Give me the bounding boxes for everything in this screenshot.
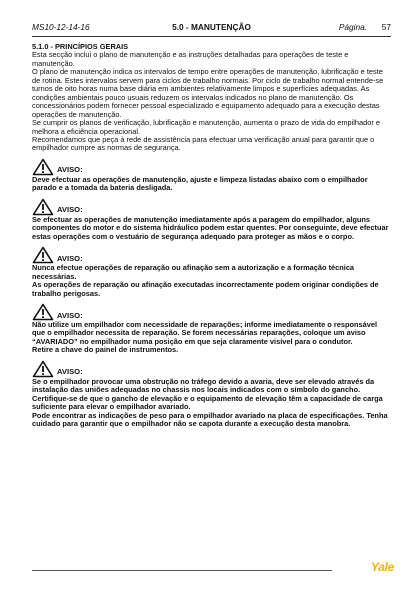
page-label: Página. (338, 22, 367, 32)
warning-heading (32, 197, 391, 216)
doc-code: MS10-12-14-16 (32, 22, 90, 32)
warning-block (32, 245, 391, 298)
section-paragraph: O plano de manutenção indica os intervalos de tempo entre operações de manutenção, lubrificação e teste de rotina. Estes intervalos servem para ciclos de trabalho normais. Por ciclo de trabalho normal entende-se turnos de oito horas numa base diária em ambientes relativamente limpos e superfícies adequadas. As condições ambientais pouco usuais reduzem os intervalos indicados no plano de manutenção. Os concessionários podem fornecer pessoal especializado e equipamento adequado para a execução destas operações de manutenção. (32, 67, 384, 119)
warning-label: AVISO: (57, 367, 83, 377)
warning-text: Retire a chave do painel de instrumentos. (32, 345, 179, 355)
document-page (32, 20, 391, 429)
warning-text: Se efectuar as operações de manutenção imediatamente após a paragem do empilhador, alguns componentes do motor e do sistema hidráulico podem estar quentes. Por conseguinte, deve efectuar estas operações com o vestuário de segurança adequado para proteger as mãos e o corpo. (32, 214, 389, 241)
warning-block (32, 302, 391, 355)
warning-triangle-icon (32, 303, 54, 321)
section-paragraph: Recomendamos que peça à rede de assistência para efectuar uma verificação anual para garantir que o empilhador cumpre as normas de segurança. (32, 134, 375, 153)
section-paragraph: Se cumprir os planos de verificação, lubrificação e manutenção, aumenta o prazo de vida do empilhador e melhora a eficiência operacional. (32, 118, 380, 136)
warning-label: AVISO: (57, 253, 83, 263)
warning-heading (32, 245, 391, 264)
warning-text: Não utilize um empilhador com necessidade de reparações; informe imediatamente o responsável que o empilhador necessita de reparação. Se forem necessárias reparações, coloque um aviso “AVARIADO” no empilhador numa posição em que seja claramente visível para o condutor. (32, 319, 378, 346)
warning-triangle-icon (32, 198, 54, 216)
warning-text: Deve efectuar as operações de manutenção, ajuste e limpeza listadas abaixo com o empilhador parado e a tomada da bateria desligada. (32, 174, 368, 193)
warning-block (32, 359, 391, 429)
warning-text: Certifique-se de que o gancho de elevação e o equipamento de elevação têm a capacidade de carga suficiente para elevar o empilhador avariado. (32, 393, 383, 412)
yale-logo: Yale (370, 560, 394, 574)
warning-label: AVISO: (57, 165, 83, 175)
page-number: 57 (381, 22, 391, 32)
footer-rule (32, 570, 332, 571)
section-title: 5.1.0 - PRINCÍPIOS GERAIS (32, 42, 129, 51)
warning-block (32, 197, 391, 241)
section-paragraph: Esta secção inclui o plano de manutenção e as instruções detalhadas para operações de teste e manutenção. (32, 50, 349, 68)
warning-triangle-icon (32, 158, 54, 176)
page-header (32, 20, 391, 36)
warning-label: AVISO: (57, 310, 83, 320)
warning-block (32, 157, 391, 193)
warning-text: Pode encontrar as indicações de peso para o empilhador avariado na placa de especificações. Tenha cuidado para garantir que o empilhador não se capota durante a execução desta manobra. (32, 410, 388, 429)
warning-heading (32, 359, 391, 378)
warning-text: Nunca efectue operações de reparação ou afinação sem a autorização e a formação técnica necessárias. (32, 263, 355, 281)
page-content (32, 43, 391, 429)
header-rule (32, 36, 391, 37)
warning-triangle-icon (32, 246, 54, 264)
warning-heading (32, 157, 391, 176)
warning-triangle-icon (32, 360, 54, 378)
warning-label: AVISO: (57, 205, 83, 215)
warning-text: As operações de reparação ou afinação executadas incorrectamente podem originar condições de trabalho perigosas. (32, 280, 379, 298)
warning-text: Se o empilhador provocar uma obstrução no tráfego devido a avaria, deve ser elevado através da instalação das uniões adequadas no chassis nos locais indicados com o símbolo do gancho. (32, 376, 375, 395)
chapter-title: 5.0 - MANUTENÇÃO (172, 22, 251, 32)
warning-heading (32, 302, 391, 321)
